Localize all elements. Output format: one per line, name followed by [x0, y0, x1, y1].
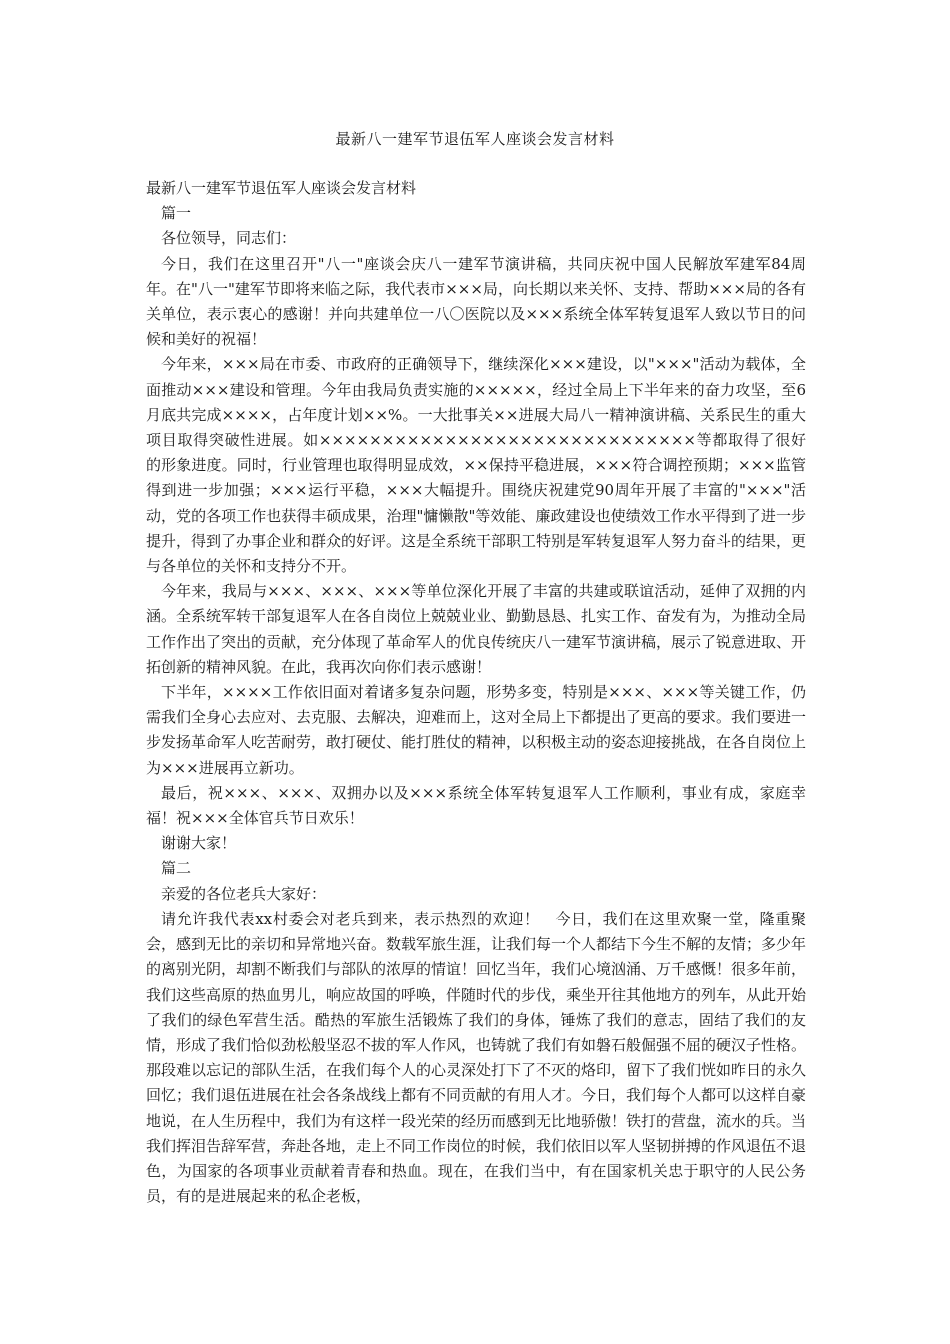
- salutation-2: 亲爱的各位老兵大家好：: [161, 884, 327, 903]
- paragraph: 最后，祝×××、×××、双拥办以及×××系统全体军转复退军人工作顺利，事业有成，家庭幸福！祝×××全体官兵节日欢乐！: [146, 783, 806, 828]
- paragraph: 今日，我们在这里召开"八一"座谈会庆八一建军节演讲稿，共同庆祝中国人民解放军建军84周年。在"八一"建军节即将来临之际，我代表市×××局，向长期以来关怀、支持、帮助×××局的各有关单位，表示衷心的感谢！并向共建单位一八〇医院以及×××系统全体军转复退军人致以节日的问候和美好的祝福！: [146, 254, 806, 349]
- paragraph: 请允许我代表xx村委会对老兵到来，表示热烈的欢迎！ 今日，我们在这里欢聚一堂，隆重聚会，感到无比的亲切和异常地兴奋。数载军旅生涯，让我们每一个人都结下今生不解的友情；多少年的离别光阴，却割不断我们与部队的浓厚的情谊！回忆当年，我们心境汹涌、万千感慨！很多年前，我们这些高原的热血男儿，响应故国的呼唤，伴随时代的步伐，乘坐开往其他地方的列车，从此开始了我们的绿色军营生活。酷热的军旅生活锻炼了我们的身体，锤炼了我们的意志，固结了我们的友情，形成了我们恰似劲松般坚忍不拔的军人作风，也铸就了我们有如磐石般倔强不屈的硬汉子性格。那段难以忘记的部队生活，在我们每个人的心灵深处打下了不灭的烙印，留下了我们恍如昨日的永久回忆；我们退伍进展在社会各条战线上都有不同贡献的有用人才。今日，我们每个人都可以这样自豪地说，在人生历程中，我们为有这样一段光荣的经历而感到无比地骄傲！铁打的营盘，流水的兵。当我们挥泪告辞军营，奔赴各地，走上不同工作岗位的时候，我们依旧以军人坚韧拼搏的作风退伍不退色，为国家的各项事业贡献着青春和热血。现在，在我们当中，有在国家机关忠于职守的人民公务员，有的是进展起来的私企老板，: [146, 909, 807, 1206]
- paragraph: 今年来，我局与×××、×××、×××等单位深化开展了丰富的共建或联谊活动，延伸了双拥的内涵。全系统军转干部复退军人在各自岗位上兢兢业业、勤勤恳恳、扎实工作、奋发有为，为推动全局工作作出了突出的贡献，充分体现了革命军人的优良传统庆八一建军节演讲稿，展示了锐意进取、开拓创新的精神风貌。在此，我再次向你们表示感谢！: [146, 582, 807, 676]
- document-title: 最新八一建军节退伍军人座谈会发言材料: [335, 130, 615, 148]
- body-heading: 最新八一建军节退伍军人座谈会发言材料: [146, 179, 417, 197]
- paragraph: 今年来，×××局在市委、市政府的正确领导下，继续深化×××建设，以"×××"活动为载体，全面推动×××建设和管理。今年由我局负责实施的×××××，经过全局上下半年来的奋力攻坚，至6月底共完成××××，占年度计划××%。一大批事关××进展大局八一精神演讲稿、关系民生的重大项目取得突破性进展。如××××××××××××××××××××××××××××××等都取得了很好的形象进度。同时，行业管理也取得明显成效，××保持平稳进展，×××符合调控预期；×××监管得到进一步加强；×××运行平稳，×××大幅提升。围绕庆祝建党90周年开展了丰富的"×××"活动，党的各项工作也获得丰硕成果，治理"慵懒散"等效能、廉政建设也使绩效工作水平得到了进一步提升，得到了办事企业和群众的好评。这是全系统干部职工特别是军转复退军人努力奋斗的结果，更与各单位的关怀和支持分不开。: [146, 355, 807, 576]
- paragraph: 下半年，××××工作依旧面对着诸多复杂问题，形势多变，特别是×××、×××等关键工作，仍需我们全身心去应对、去克服、去解决，迎难而上，这对全局上下都提出了更高的要求。我们要进一步发扬革命军人吃苦耐劳，敢打硬仗、能打胜仗的精神，以积极主动的姿态迎接挑战，在各自岗位上为×××进展再立新功。: [146, 683, 807, 777]
- closing-thanks: 谢谢大家！: [161, 834, 237, 853]
- document-body: [146, 176, 806, 1209]
- salutation-1: 各位领导，同志们：: [161, 229, 297, 248]
- section-heading-1: 篇一: [161, 204, 192, 223]
- section-heading-2: 篇二: [161, 859, 192, 878]
